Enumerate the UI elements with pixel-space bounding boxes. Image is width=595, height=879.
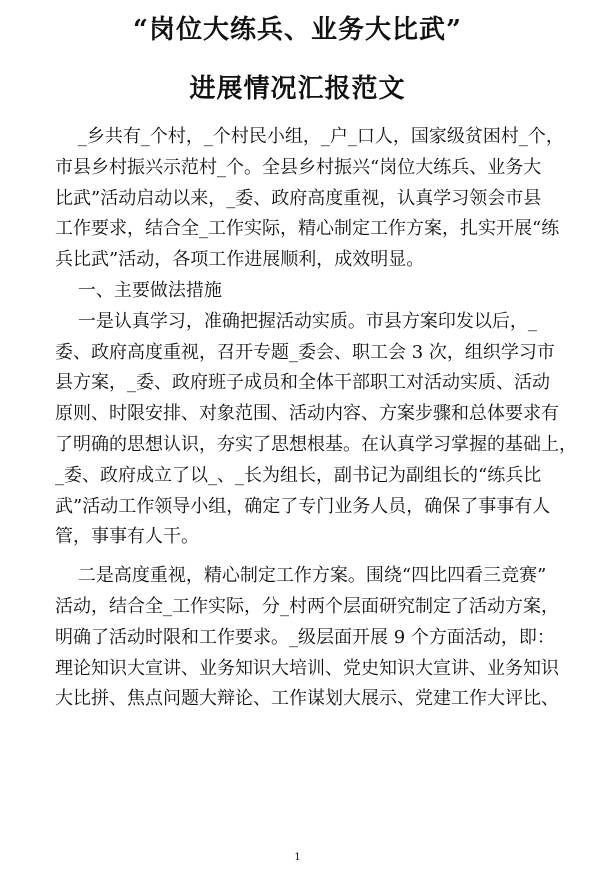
body-line: 理论知识大宣讲、业务知识大培训、党史知识大宣讲、业务知识 xyxy=(55,657,559,679)
body-line: 委、政府高度重视，召开专题_委会、职工会 3 次，组织学习市 xyxy=(55,341,555,363)
document-title-line-2: 进展情况汇报范文 xyxy=(189,74,406,104)
document-body xyxy=(55,122,585,715)
body-line: 工作要求，结合全_工作实际，精心制定工作方案，扎实开展“练 xyxy=(55,218,560,240)
body-line: 二是高度重视，精心制定工作方案。围绕“四比四看三竞赛” xyxy=(55,565,547,587)
body-line: 一是认真学习，准确把握活动实质。市县方案印发以后，_ xyxy=(55,310,537,332)
body-line: 活动，结合全_工作实际，分_村两个层面研究制定了活动方案， xyxy=(55,595,559,617)
body-line: 原则、时限安排、对象范围、活动内容、方案步骤和总体要求有 xyxy=(55,403,559,425)
body-line: 武”活动工作领导小组，确定了专门业务人员，确保了事事有人 xyxy=(55,495,551,517)
page-number: 1 xyxy=(294,852,301,863)
body-line: 兵比武”活动，各项工作进展顺利，成效明显。 xyxy=(55,249,425,271)
body-line: _委、政府成立了以_、_长为组长，副书记为副组长的“练兵比 xyxy=(55,464,542,486)
document-title-line-1: “岗位大练兵、业务大比武” xyxy=(133,15,462,45)
body-line: 市县乡村振兴示范村_个。全县乡村振兴“岗位大练兵、业务大 xyxy=(55,156,542,178)
body-line: 管，事事有人干。 xyxy=(55,526,199,548)
body-line: 比武”活动启动以来，_委、政府高度重视，认真学习领会市县 xyxy=(55,187,542,209)
body-line: 大比拼、焦点问题大辩论、工作谋划大展示、党建工作大评比、 xyxy=(55,688,559,710)
body-line: 县方案，_委、政府班子成员和全体干部职工对活动实质、活动 xyxy=(55,372,550,394)
section-heading: 一、主要做法措施 xyxy=(55,279,222,301)
body-line: 了明确的思想认识，夯实了思想根基。在认真学习掌握的基础上， xyxy=(55,433,577,455)
body-line: 明确了活动时限和工作要求。_级层面开展 9 个方面活动，即： xyxy=(55,626,555,648)
body-line: _乡共有_个村，_个村民小组，_户_口人，国家级贫困村_个， xyxy=(55,126,564,147)
